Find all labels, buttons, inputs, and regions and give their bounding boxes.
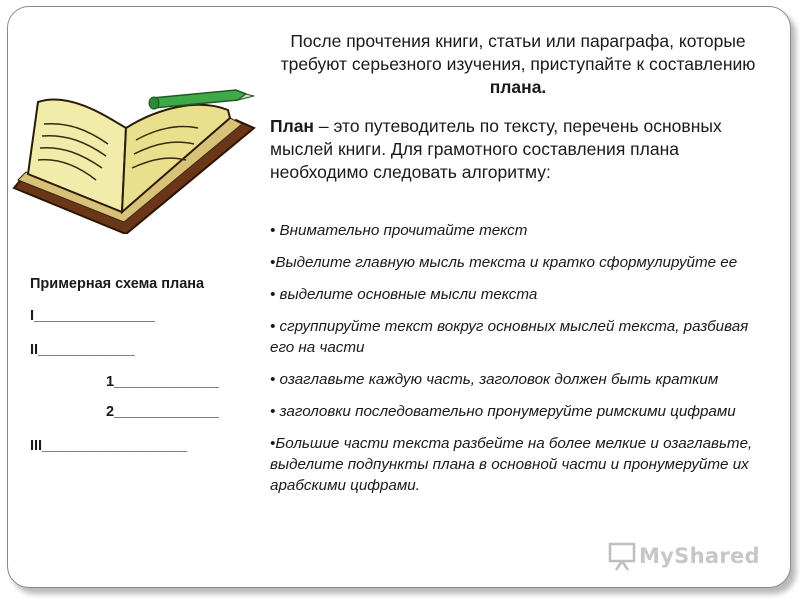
definition-term: План <box>270 116 314 136</box>
open-book-with-pen-icon <box>8 84 258 234</box>
algorithm-step: • озаглавьте каждую часть, заголовок должен быть кратким <box>270 371 719 388</box>
scheme-subline-2: 2_____________ <box>106 404 219 420</box>
algorithm-step: • Внимательно прочитайте текст <box>270 222 528 239</box>
algorithm-step: •Большие части текста разбейте на более мелкие и озаглавьте, выделите подпункты плана в основной части и пронумеруйте их арабскими цифрами. <box>270 435 753 494</box>
algorithm-steps-list <box>270 220 770 507</box>
algorithm-step: • выделите основные мысли текста <box>270 286 538 303</box>
algorithm-step: •Выделите главную мысль текста и кратко сформулируйте ее <box>270 254 738 271</box>
scheme-subline-1: 1_____________ <box>106 374 219 390</box>
scheme-line-3: III__________________ <box>30 438 188 454</box>
scheme-title: Примерная схема плана <box>30 276 205 292</box>
scheme-line-1: I_______________ <box>30 308 155 324</box>
watermark-text: MyShared <box>639 544 760 568</box>
plan-definition <box>270 115 750 184</box>
intro-bold-word: плана. <box>489 77 547 97</box>
intro-text: После прочтения книги, статьи или параграфа, которые требуют серьезного изучения, приступайте к составлению <box>280 31 756 74</box>
presentation-board-icon <box>607 541 637 571</box>
watermark <box>607 539 767 573</box>
definition-text: – это путеводитель по тексту, перечень основных мыслей книги. Для грамотного составления плана необходимо следовать алгоритму: <box>270 116 722 182</box>
scheme-line-2: II____________ <box>30 342 135 358</box>
algorithm-step: • сгруппируйте текст вокруг основных мыслей текста, разбивая его на части <box>270 318 749 356</box>
algorithm-step: • заголовки последовательно пронумеруйте римскими цифрами <box>270 403 736 420</box>
intro-paragraph <box>268 30 768 99</box>
